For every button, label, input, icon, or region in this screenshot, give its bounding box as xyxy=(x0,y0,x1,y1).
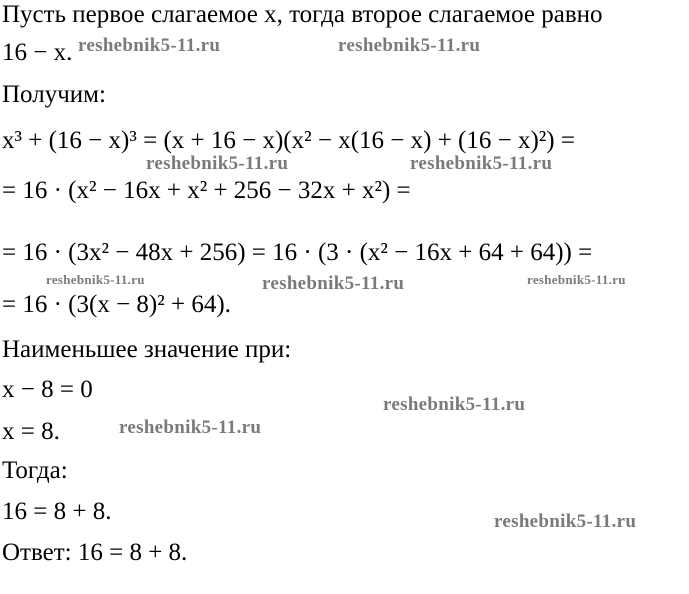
equation-line-6: x = 8. xyxy=(2,418,60,445)
equation-line-3: = 16 · (3x² − 48x + 256) = 16 · (3 · (x² − 16x + 64 + 64)) = xyxy=(2,239,593,266)
text-line-5: Тогда: xyxy=(2,457,68,484)
equation-line-1: x³ + (16 − x)³ = (x + 16 − x)(x² − x(16 − x) + (16 − x)²) = xyxy=(2,127,575,154)
watermark: reshebnik5-11.ru xyxy=(146,153,289,174)
watermark: reshebnik5-11.ru xyxy=(494,511,637,532)
equation-line-7: 16 = 8 + 8. xyxy=(2,498,112,525)
equation-line-4: = 16 · (3(x − 8)² + 64). xyxy=(2,291,231,318)
text-line-1: Пусть первое слагаемое x, тогда второе слагаемое равно xyxy=(2,1,603,28)
watermark: reshebnik5-11.ru xyxy=(119,417,262,438)
text-line-2: 16 − x. xyxy=(2,39,73,66)
equation-line-5: x − 8 = 0 xyxy=(2,376,93,403)
text-line-3: Получим: xyxy=(2,81,106,108)
watermark: reshebnik5-11.ru xyxy=(78,35,221,56)
watermark: reshebnik5-11.ru xyxy=(527,272,626,287)
watermark: reshebnik5-11.ru xyxy=(338,35,481,56)
answer-line: Ответ: 16 = 8 + 8. xyxy=(2,539,188,566)
watermark: reshebnik5-11.ru xyxy=(46,272,145,287)
watermark: reshebnik5-11.ru xyxy=(410,153,553,174)
watermark: reshebnik5-11.ru xyxy=(262,273,405,294)
watermark: reshebnik5-11.ru xyxy=(383,394,526,415)
equation-line-2: = 16 · (x² − 16x + x² + 256 − 32x + x²) = xyxy=(2,177,411,204)
text-line-4: Наименьшее значение при: xyxy=(2,336,292,363)
